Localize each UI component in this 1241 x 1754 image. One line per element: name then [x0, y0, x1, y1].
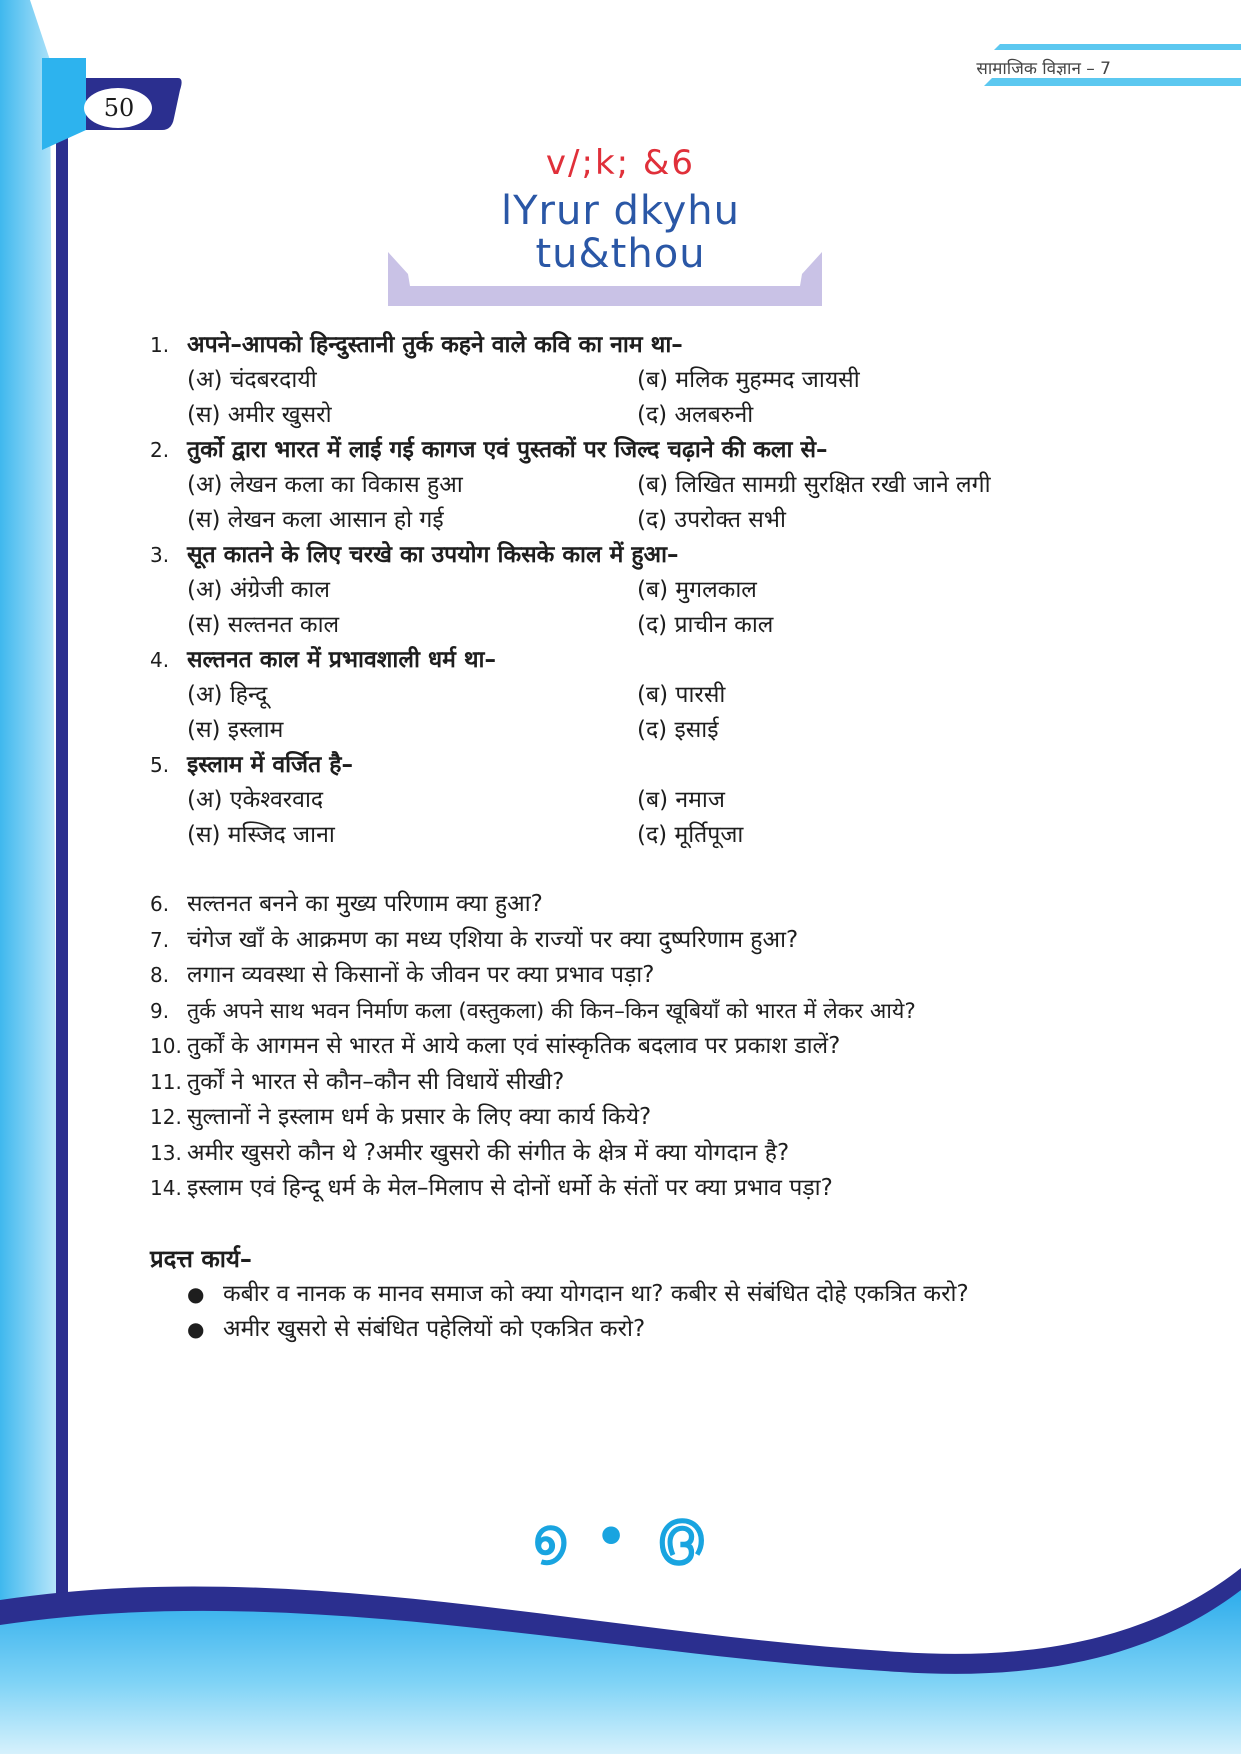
question-text: अपने–आपको हिन्दुस्तानी तुर्क कहने वाले कवि का नाम था–: [187, 332, 683, 358]
question-text: इस्लाम में वर्जित है–: [187, 752, 353, 778]
question-text: चंगेज खाँ के आक्रमण का मध्य एशिया के राज्यों पर क्या दुष्परिणाम हुआ?: [187, 926, 799, 953]
short-question: [150, 958, 1110, 994]
question-number: 5.: [150, 753, 170, 777]
question-text: अमीर खुसरो कौन थे ?अमीर खुसरो की संगीत के क्षेत्र में क्या योगदान है?: [187, 1139, 790, 1166]
header-line-bottom: [984, 78, 1241, 86]
question-number: 10.: [150, 1034, 182, 1058]
short-question: [150, 994, 1110, 1030]
short-question: [150, 1029, 1110, 1065]
assignment-heading: प्रदत्त कार्य–: [150, 1244, 252, 1273]
chapter-title: [0, 190, 1241, 276]
short-question: [150, 1171, 1110, 1207]
bullet-icon: ●: [187, 1281, 205, 1306]
option-d: (द) मूर्तिपूजा: [637, 822, 744, 848]
option-a: (अ) अंग्रेजी काल: [187, 577, 330, 603]
question-text: तुर्को द्वारा भारत में लाई गई कागज एवं पुस्तकों पर जिल्द चढ़ाने की कला से–: [187, 437, 828, 463]
question-text: तुर्क अपने साथ भवन निर्माण कला (वस्तुकला) की किन–किन खूबियाँ को भारत में लेकर आये?: [187, 998, 916, 1024]
exercise-content: [150, 328, 1110, 1347]
short-question: [150, 887, 1110, 923]
question-number: 7.: [150, 927, 170, 952]
option-c: (स) लेखन कला आसान हो गई: [187, 507, 444, 533]
question-number: 14.: [150, 1176, 182, 1200]
option-c: (स) इस्लाम: [187, 717, 284, 743]
question-number: 2.: [150, 438, 170, 462]
short-question: [150, 1065, 1110, 1101]
option-b: (ब) लिखित सामग्री सुरक्षित रखी जाने लगी: [637, 472, 991, 498]
assignment-item: [187, 1312, 1110, 1347]
header-line-top: [994, 44, 1241, 50]
question-number: 12.: [150, 1105, 182, 1129]
left-navy-bar: [56, 58, 68, 1698]
option-c: (स) अमीर खुसरो: [187, 402, 332, 428]
page-number: 50: [103, 94, 135, 122]
mcq-question: [150, 643, 1110, 748]
mcq-question: [150, 433, 1110, 538]
question-text: सल्तनत काल में प्रभावशाली धर्म था–: [187, 647, 496, 673]
short-question: [150, 1100, 1110, 1136]
option-b: (ब) मुगलकाल: [637, 577, 757, 603]
question-number: 3.: [150, 543, 170, 567]
question-number: 6.: [150, 892, 170, 916]
question-text: लगान व्यवस्था से किसानों के जीवन पर क्या प्रभाव पड़ा?: [187, 962, 655, 988]
mcq-question: [150, 538, 1110, 643]
question-text: तुर्कों के आगमन से भारत में आये कला एवं सांस्कृतिक बदलाव पर प्रकाश डालें?: [187, 1033, 841, 1059]
option-d: (द) उपरोक्त सभी: [637, 507, 786, 533]
question-number: 4.: [150, 648, 170, 672]
question-text: सूत कातने के लिए चरखे का उपयोग किसके काल में हुआ–: [187, 542, 679, 568]
assignment-item: [187, 1277, 1110, 1312]
mcq-question: [150, 748, 1110, 853]
option-d: (द) इसाई: [637, 717, 719, 743]
question-text: सुल्तानों ने इस्लाम धर्म के प्रसार के लिए क्या कार्य किये?: [187, 1104, 652, 1130]
header-title: सामाजिक विज्ञान – 7: [976, 59, 1111, 79]
chapter-title-line1: lYrur dkyhu: [500, 188, 740, 234]
option-c: (स) मस्जिद जाना: [187, 822, 335, 848]
question-number: 11.: [150, 1069, 182, 1094]
option-d: (द) प्राचीन काल: [637, 612, 774, 638]
option-b: (ब) पारसी: [637, 682, 726, 708]
option-a: (अ) हिन्दू: [187, 682, 268, 708]
option-a: (अ) लेखन कला का विकास हुआ: [187, 472, 463, 498]
flag-shape: [42, 58, 86, 150]
question-text: तुर्कों ने भारत से कौन–कौन सी विधायें सीखी?: [187, 1068, 565, 1095]
bullet-icon: ●: [187, 1316, 205, 1341]
mcq-question: [150, 328, 1110, 433]
short-question: [150, 1136, 1110, 1172]
chapter-title-line2: tu&thou: [535, 231, 706, 277]
chapter-label: v/;k; &6: [545, 143, 696, 183]
chapter-end-ornament: ൭ • ൫: [531, 1508, 710, 1566]
option-a: (अ) एकेश्वरवाद: [187, 787, 324, 813]
question-number: 13.: [150, 1140, 182, 1165]
assignment-text: अमीर खुसरो से संबंधित पहेलियों को एकत्रित करो?: [223, 1315, 646, 1342]
question-text: इस्लाम एवं हिन्दू धर्म के मेल–मिलाप से दोनों धर्मो के संतों पर क्या प्रभाव पड़ा?: [187, 1175, 833, 1201]
option-b: (ब) नमाज: [637, 787, 725, 813]
option-b: (ब) मलिक मुहम्मद जायसी: [637, 367, 860, 393]
option-d: (द) अलबरुनी: [637, 402, 754, 428]
question-text: सल्तनत बनने का मुख्य परिणाम क्या हुआ?: [187, 891, 543, 917]
assignment-text: कबीर व नानक क मानव समाज को क्या योगदान था? कबीर से संबंधित दोहे एकत्रित करो?: [223, 1280, 969, 1307]
option-c: (स) सल्तनत काल: [187, 612, 340, 638]
question-number: 9.: [150, 998, 170, 1023]
short-question: [150, 923, 1110, 959]
question-number: 1.: [150, 333, 170, 357]
question-number: 8.: [150, 963, 170, 987]
option-a: (अ) चंदबरदायी: [187, 367, 317, 393]
